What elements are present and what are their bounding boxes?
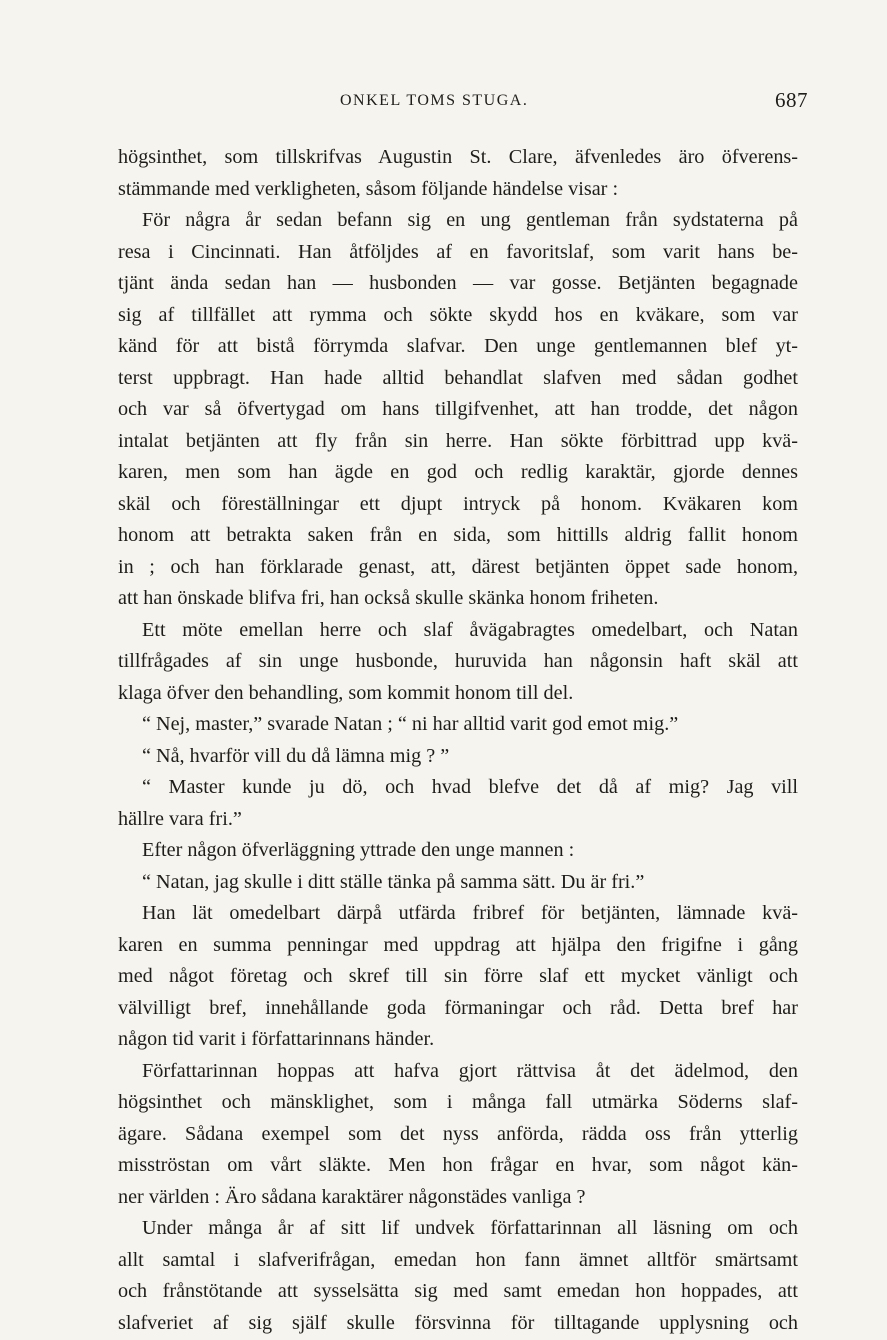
text-line: Ett möte emellan herre och slaf åvägabragtes omedelbart, och Natan — [142, 618, 798, 641]
text-line: honom att betrakta saken från en sida, som hittills aldrig fallit honom — [118, 524, 798, 546]
text-line: in ; och han förklarade genast, att, därest betjänten öppet sade honom, — [118, 555, 798, 578]
text-line: att han önskade blifva fri, han också skulle skänka honom friheten. — [118, 587, 659, 609]
text-line: ägare. Sådana exempel som det nyss anförda, rädda oss från ytterlig — [118, 1122, 798, 1145]
text-line: känd för att bistå förrymda slafvar. Den unge gentlemannen blef yt- — [118, 335, 798, 357]
text-line: hällre vara fri.” — [118, 807, 242, 830]
text-line: tillfrågades af sin unge husbonde, huruvida han någonsin haft skäl att — [118, 650, 798, 672]
text-line: För några år sedan befann sig en ung gentleman från sydstaterna på — [142, 209, 798, 231]
text-line: välvilligt bref, innehållande goda förmaningar och råd. Detta bref har — [118, 996, 798, 1019]
text-line: “ Master kunde ju dö, och hvad blefve det då af mig? Jag vill — [142, 776, 798, 798]
text-line: resa i Cincinnati. Han åtföljdes af en favoritslaf, som varit hans be- — [118, 240, 798, 263]
text-line: “ Nej, master,” svarade Natan ; “ ni har alltid varit god emot mig.” — [142, 713, 679, 735]
text-line: med något företag och skref till sin förre slaf ett mycket vänligt och — [118, 965, 798, 987]
running-head — [118, 88, 808, 118]
text-line: misströstan om vårt släkte. Men hon frågar en hvar, som något kän- — [118, 1154, 798, 1176]
text-line: Han lät omedelbart därpå utfärda fribref för betjänten, lämnade kvä- — [142, 902, 798, 924]
text-line: Under många år af sitt lif undvek författarinnan all läsning om och — [142, 1217, 798, 1239]
running-title: ONKEL TOMS STUGA. — [340, 92, 529, 109]
page-number: 687 — [775, 88, 808, 112]
text-line: högsinthet, som tillskrifvas Augustin St. Clare, äfvenledes äro öfverens- — [118, 146, 798, 168]
text-line: stämmande med verkligheten, såsom följande händelse visar : — [118, 177, 619, 200]
text-line: högsinthet och mänsklighet, som i många fall utmärka Söderns slaf- — [118, 1091, 798, 1113]
text-line: “ Natan, jag skulle i ditt ställe tänka på samma sätt. Du är fri.” — [142, 870, 645, 893]
text-line: och frånstötande att sysselsätta sig med samt emedan hon hoppades, att — [118, 1280, 798, 1302]
text-line: skäl och föreställningar ett djupt intryck på honom. Kväkaren kom — [118, 492, 798, 515]
text-line: och var så öfvertygad om hans tillgifvenhet, att han trodde, det någon — [118, 398, 798, 420]
text-line: Efter någon öfverläggning yttrade den unge mannen : — [142, 839, 575, 861]
text-line: slafveriet af sig själf skulle försvinna för tilltagande upplysning och — [118, 1311, 798, 1334]
text-line: intalat betjänten att fly från sin herre. Han sökte förbittrad upp kvä- — [118, 429, 798, 452]
text-line: sig af tillfället att rymma och sökte skydd hos en kväkare, som var — [118, 303, 798, 326]
text-line: karen en summa penningar med uppdrag att hjälpa den frigifne i gång — [118, 933, 798, 956]
text-line: “ Nå, hvarför vill du då lämna mig ? ” — [142, 744, 450, 767]
text-line: klaga öfver den behandling, som kommit honom till del. — [118, 681, 574, 704]
text-line: Författarinnan hoppas att hafva gjort rättvisa åt det ädelmod, den — [142, 1059, 798, 1082]
body-text — [118, 142, 798, 1339]
text-line: någon tid varit i författarinnans händer. — [118, 1028, 435, 1050]
text-line: allt samtal i slafverifrågan, emedan hon fann ämnet alltför smärtsamt — [118, 1248, 798, 1271]
text-line: tjänt ända sedan han — husbonden — var gosse. Betjänten begagnade — [118, 272, 798, 294]
text-line: terst uppbragt. Han hade alltid behandlat slafven med sådan godhet — [118, 366, 798, 389]
text-line: ner världen : Äro sådana karaktärer någonstädes vanliga ? — [118, 1185, 586, 1208]
text-line: karen, men som han ägde en god och redlig karaktär, gjorde dennes — [118, 461, 798, 483]
